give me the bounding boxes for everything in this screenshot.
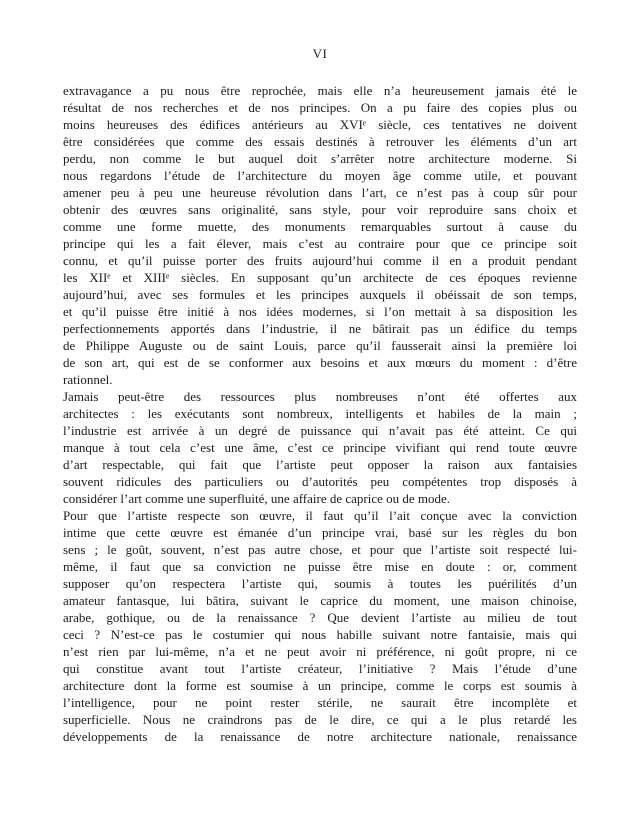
- text-line: Jamais peut-être des ressources plus nombreuses n’ont été offertes aux: [63, 389, 577, 404]
- paragraph: [63, 82, 577, 388]
- text-line: considérer l’art comme une superfluité, une affaire de caprice ou de mode.: [63, 491, 451, 506]
- text-line: ceci ? N’est-ce pas le costumier qui nous habille suivant notre fantaisie, mais qui: [63, 627, 577, 642]
- text-line: résultat de nos recherches et de nos principes. On a pu faire des copies plus ou: [63, 100, 577, 115]
- text-line: moins heureuses des édifices antérieurs au XVIᵉ siècle, ces tentatives ne doivent: [63, 117, 577, 132]
- text-line: souvent ridicules des particuliers ou d’autorités peu compétentes trop disposés à: [63, 474, 577, 489]
- text-line: amateur fantasque, lui bâtira, suivant le caprice du moment, une maison chinoise,: [63, 593, 577, 608]
- text-line: Pour que l’artiste respecte son œuvre, il faut qu’il l’ait conçue avec la conviction: [63, 508, 577, 523]
- text-line: l’industrie est arrivée à un degré de puissance qui n’avait pas été atteint. Ce qui: [63, 423, 577, 438]
- paragraph: [63, 507, 577, 745]
- text-line: obtenir des œuvres sans originalité, sans style, pour voir reproduire sans choix et: [63, 202, 577, 217]
- text-line: développements de la renaissance de notre architecture nationale, renaissance: [63, 729, 577, 744]
- text-line: comme une forme muette, des monuments remarquables surtout à cause du: [63, 219, 577, 234]
- text-line: arabe, gothique, ou de la renaissance ? Que devient l’artiste au milieu de tout: [63, 610, 577, 625]
- text-line: de son art, qui est de se conformer aux besoins et aux mœurs du moment : d’être: [63, 355, 577, 370]
- text-line: architectes : les exécutants sont nombreux, intelligents et habiles de la main ;: [63, 406, 577, 421]
- text-line: qui constitue avant tout l’artiste créateur, l’initiative ? Mais l’étude d’une: [63, 661, 577, 676]
- text-line: superficielle. Nous ne craindrons pas de le dire, ce qui a le plus retardé les: [63, 712, 577, 727]
- text-line: principe qui les a fait élever, mais c’est au contraire pour que ce principe soit: [63, 236, 577, 251]
- text-line: n’est rien par lui-même, n’a et ne peut avoir ni préférence, ni goût propre, ni ce: [63, 644, 577, 659]
- paragraph: [63, 388, 577, 507]
- text-line: amener peu à peu une heureuse révolution dans l’art, ce n’est pas à coup sûr pour: [63, 185, 577, 200]
- text-line: connu, et qu’il puisse porter des fruits aujourd’hui comme il en a produit pendant: [63, 253, 577, 268]
- text-line: nous regardons l’étude de l’architecture du moyen âge comme utile, et pouvant: [63, 168, 577, 183]
- text-line: et qu’il puisse être initié à nos idées modernes, si l’on mettait à sa disposition les: [63, 304, 577, 319]
- text-line: être considérées que comme des essais destinés à retrouver les éléments d’un art: [63, 134, 577, 149]
- text-block: [63, 82, 577, 745]
- text-line: de Philippe Auguste ou de saint Louis, parce qu’il fausserait ainsi la première loi: [63, 338, 577, 353]
- text-line: sens ; le goût, souvent, n’est pas autre chose, et pour que l’artiste soit respecté lui-: [63, 542, 577, 557]
- text-line: manque à tout cela c’est une âme, c’est ce principe vivifiant qui rend toute œuvre: [63, 440, 577, 455]
- text-line: supposer qu’on respectera l’artiste qui, soumis à toutes les puérilités d’un: [63, 576, 577, 591]
- text-line: extravagance a pu nous être reprochée, mais elle n’a heureusement jamais été le: [63, 83, 577, 98]
- text-line: architecture dont la forme est soumise à un principe, comme le corps est soumis à: [63, 678, 577, 693]
- text-line: rationnel.: [63, 372, 113, 387]
- text-line: perdu, non comme le but auquel doit s’arrêter notre architecture moderne. Si: [63, 151, 577, 166]
- text-line: aujourd’hui, avec ses formules et les principes auxquels il obéissait de son temps,: [63, 287, 577, 302]
- text-line: même, il faut que sa conviction ne puisse être mise en doute : or, comment: [63, 559, 577, 574]
- text-line: l’intelligence, pour ne point rester stérile, ne saurait être incomplète et: [63, 695, 577, 710]
- text-line: intime que cette œuvre est émanée d’un principe vrai, basé sur les règles du bon: [63, 525, 577, 540]
- text-line: d’art respectable, qui fait que l’artiste peut opposer la raison aux fantaisies: [63, 457, 577, 472]
- page-number: VI: [312, 46, 328, 61]
- text-line: perfectionnements apportés dans l’industrie, il ne bâtirait pas un édifice du temps: [63, 321, 577, 336]
- text-line: les XIIᵉ et XIIIᵉ siècles. En supposant qu’un architecte de ces époques revienne: [63, 270, 577, 285]
